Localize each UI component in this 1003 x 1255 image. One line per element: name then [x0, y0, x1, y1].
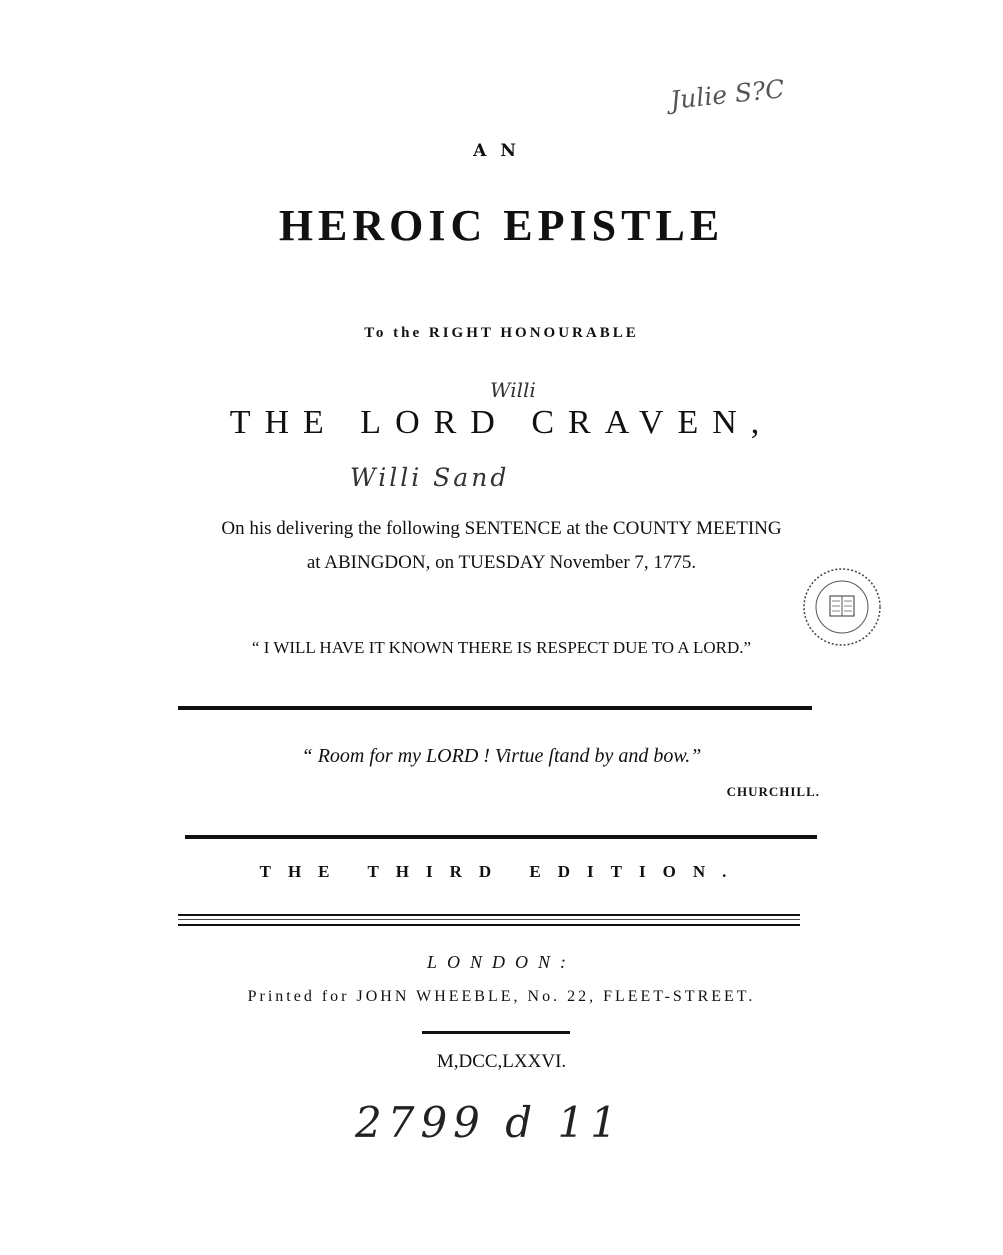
short-rule: [422, 1031, 570, 1034]
handwritten-call-number: 2799 d 11: [355, 1098, 623, 1147]
rule-2: [185, 835, 817, 839]
double-rule-top: [178, 914, 800, 916]
occasion-line-2: at ABINGDON, on TUESDAY November 7, 1775.: [306, 552, 697, 573]
epigraph-attribution: CHURCHILL.: [726, 784, 820, 799]
handwritten-mark-below-lord: Willi Sand: [350, 463, 510, 492]
lord-quotation: “ I WILL HAVE IT KNOWN THERE IS RESPECT DUE TO A LORD.”: [251, 638, 752, 657]
main-title: HEROIC EPISTLE: [278, 201, 725, 250]
double-rule-bottom: [178, 924, 800, 926]
imprint-city: LONDON:: [426, 952, 576, 972]
handwritten-mark-top: Julie S?C: [668, 74, 786, 115]
title-an: AN: [473, 141, 530, 161]
dedication-line: To the RIGHT HONOURABLE: [364, 325, 639, 341]
lord-craven-line: THE LORD CRAVEN,: [229, 404, 774, 441]
double-rule-middle: [178, 919, 800, 920]
rule-1: [178, 706, 812, 710]
occasion-line-1: On his delivering the following SENTENCE at the COUNTY MEETING: [221, 518, 782, 539]
imprint-printer: Printed for JOHN WHEEBLE, No. 22, FLEET-STREET.: [247, 988, 756, 1005]
imprint-date: M,DCC,LXXVI.: [436, 1051, 567, 1072]
epigraph-text: “ Room for my LORD ! Virtue ſtand by and bow.”: [301, 745, 702, 767]
edition-statement: THE THIRD EDITION.: [259, 862, 744, 881]
handwritten-mark-above-lord: Willi: [490, 378, 536, 402]
library-stamp-icon: [801, 566, 883, 648]
